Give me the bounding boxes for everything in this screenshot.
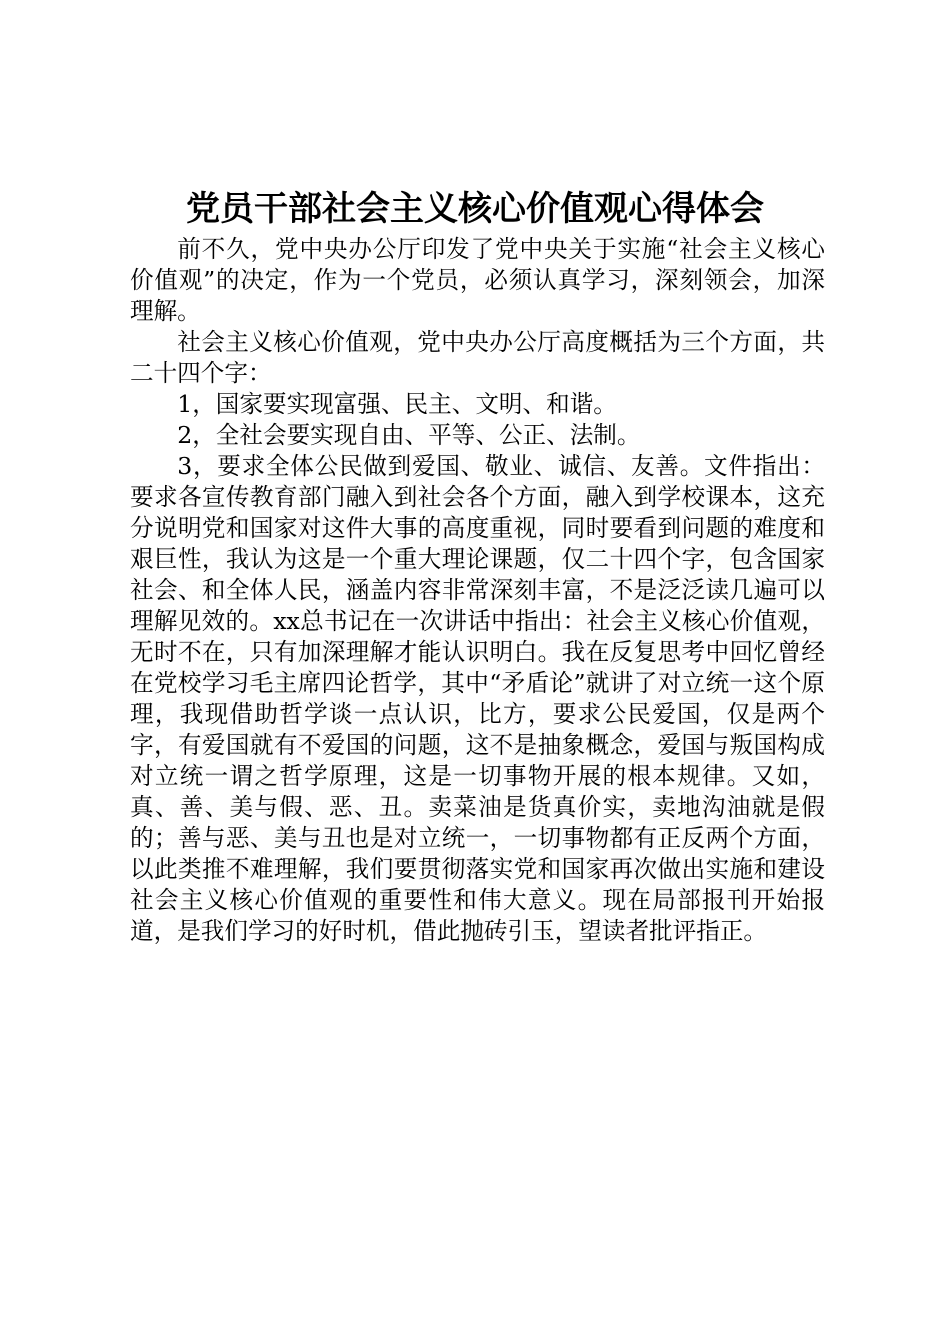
document-title: 党员干部社会主义核心价值观心得体会 (186, 189, 764, 229)
paragraph-item-1: 1，国家要实现富强、民主、文明、和谐。 (177, 390, 617, 418)
paragraph-item-3: 3，要求全体公民做到爱国、敬业、诚信、友善。文件指出：要求各宣传教育部门融入到社会各个方面，融入到学校课本，这充分说明党和国家对这件大事的高度重视，同时要看到问题的难度和艰巨性，我认为这是一个重大理论课题，仅二十四个字，包含国家社会、和全体人民，涵盖内容非常深刻丰富，不是泛泛读几遍可以理解见效的。xx总书记在一次讲话中指出：社会主义核心价值观，无时不在，只有加深理解才能认识明白。我在反复思考中回忆曾经在党校学习毛主席四论哲学，其中“矛盾论”就讲了对立统一这个原理，我现借助哲学谈一点认识，比方，要求公民爱国，仅是两个字，有爱国就有不爱国的问题，这不是抽象概念，爱国与叛国构成对立统一谓之哲学原理，这是一切事物开展的根本规律。又如，真、善、美与假、恶、丑。卖菜油是货真价实，卖地沟油就是假的；善与恶、美与丑也是对立统一，一切事物都有正反两个方面，以此类推不难理解，我们要贯彻落实党和国家再次做出实施和建设社会主义核心价值观的重要性和伟大意义。现在局部报刊开始报道，是我们学习的好时机，借此抛砖引玉，望读者批评指正。 (130, 452, 825, 945)
document-body (130, 234, 825, 947)
paragraph-item-2: 2，全社会要实现自由、平等、公正、法制。 (177, 421, 641, 449)
paragraph-summary: 社会主义核心价值观，党中央办公厅高度概括为三个方面，共二十四个字： (130, 328, 825, 387)
paragraph-intro: 前不久，党中央办公厅印发了党中央关于实施“社会主义核心价值观”的决定，作为一个党员，必须认真学习，深刻领会，加深理解。 (130, 235, 825, 325)
